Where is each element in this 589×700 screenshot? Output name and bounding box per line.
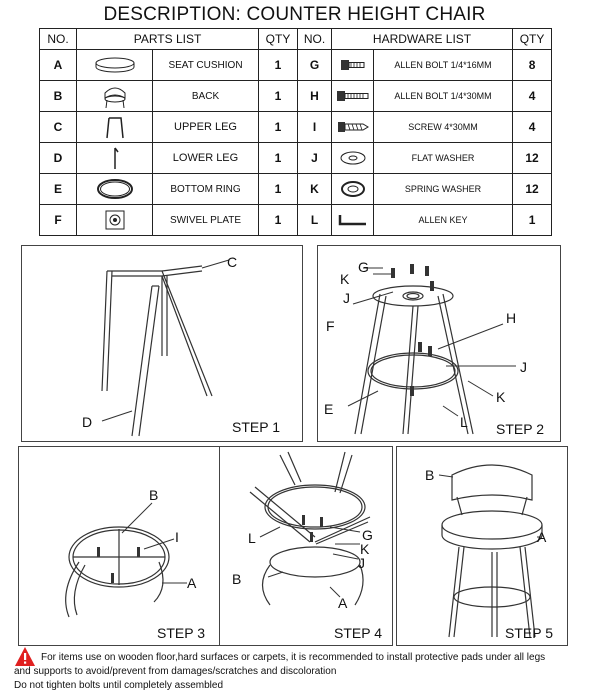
hardware-qty: 4: [513, 81, 552, 112]
part-name: LOWER LEG: [153, 143, 259, 174]
hardware-qty: 12: [513, 174, 552, 205]
callout-c: C: [227, 254, 238, 270]
warning-line-2: and supports to avoid/prevent from damages/scratches and discoloration: [14, 666, 337, 677]
header-no: NO.: [40, 29, 77, 50]
step1-label: STEP 1: [232, 419, 280, 435]
hardware-no: G: [298, 50, 332, 81]
part-name: SWIVEL PLATE: [153, 205, 259, 236]
parts-table: [39, 28, 552, 236]
callout-g: G: [358, 259, 369, 275]
part-name: BACK: [153, 81, 259, 112]
part-no: E: [40, 174, 77, 205]
step2-panel: [317, 245, 561, 442]
hardware-qty: 12: [513, 143, 552, 174]
part-no: C: [40, 112, 77, 143]
header-no: NO.: [298, 29, 332, 50]
part-name: UPPER LEG: [153, 112, 259, 143]
step1-upper-lower-leg-diagram: [22, 246, 302, 441]
callout-j: J: [520, 359, 527, 375]
hardware-no: H: [298, 81, 332, 112]
table-row: [40, 205, 552, 236]
hardware-name: SCREW 4*30MM: [374, 112, 513, 143]
callout-e: E: [324, 401, 334, 417]
callout-a: A: [338, 595, 348, 611]
callout-k: K: [360, 541, 370, 557]
callout-f: F: [326, 318, 335, 334]
part-no: F: [40, 205, 77, 236]
hardware-name: ALLEN BOLT 1/4*30MM: [374, 81, 513, 112]
hardware-name: SPRING WASHER: [374, 174, 513, 205]
hardware-qty: 8: [513, 50, 552, 81]
header-qty: QTY: [513, 29, 552, 50]
table-header-row: [40, 29, 552, 50]
step5-label: STEP 5: [505, 625, 553, 641]
table-row: [40, 174, 552, 205]
step3-panel: [18, 446, 220, 646]
step4-panel: [219, 446, 393, 646]
header-hardware-list: HARDWARE LIST: [332, 29, 513, 50]
callout-j: J: [358, 555, 365, 571]
long-bolt-icon: [332, 81, 374, 112]
flat-washer-icon: [332, 143, 374, 174]
part-qty: 1: [259, 205, 298, 236]
spring-washer-icon: [332, 174, 374, 205]
callout-l: L: [460, 414, 468, 430]
step2-label: STEP 2: [496, 421, 544, 437]
callout-k: K: [496, 389, 506, 405]
short-bolt-icon: [332, 50, 374, 81]
callout-a: A: [537, 529, 547, 545]
table-row: [40, 81, 552, 112]
page-title: DESCRIPTION: COUNTER HEIGHT CHAIR: [103, 4, 486, 25]
warning-line-3: Do not tighten bolts until completely assembled: [14, 680, 224, 691]
allen-key-icon: [332, 205, 374, 236]
part-no: D: [40, 143, 77, 174]
part-qty: 1: [259, 143, 298, 174]
part-name: SEAT CUSHION: [153, 50, 259, 81]
step5-finished-chair-diagram: [397, 447, 567, 645]
part-qty: 1: [259, 50, 298, 81]
screw-icon: [332, 112, 374, 143]
step3-label: STEP 3: [157, 625, 205, 641]
callout-b: B: [149, 487, 159, 503]
upper-leg-icon: [77, 112, 153, 143]
swivel-plate-icon: [77, 205, 153, 236]
part-qty: 1: [259, 81, 298, 112]
part-qty: 1: [259, 112, 298, 143]
callout-b: B: [425, 467, 435, 483]
table-row: [40, 112, 552, 143]
part-qty: 1: [259, 174, 298, 205]
callout-j: J: [343, 290, 350, 306]
warning-line-1: For items use on wooden floor,hard surfaces or carpets, it is recommended to install protective pads under all legs: [41, 652, 546, 663]
callout-h: H: [506, 310, 517, 326]
hardware-no: L: [298, 205, 332, 236]
step5-panel: [396, 446, 568, 646]
header-qty: QTY: [259, 29, 298, 50]
step1-panel: [21, 245, 303, 442]
hardware-qty: 4: [513, 112, 552, 143]
seat-cushion-icon: [77, 50, 153, 81]
callout-d: D: [82, 414, 93, 430]
callout-l: L: [248, 530, 256, 546]
hardware-name: ALLEN KEY: [374, 205, 513, 236]
hardware-no: I: [298, 112, 332, 143]
step3-back-attachment-diagram: [19, 447, 219, 645]
part-name: BOTTOM RING: [153, 174, 259, 205]
hardware-no: J: [298, 143, 332, 174]
callout-b: B: [232, 571, 242, 587]
step2-base-assembly-diagram: [318, 246, 560, 441]
hardware-name: FLAT WASHER: [374, 143, 513, 174]
back-icon: [77, 81, 153, 112]
hardware-no: K: [298, 174, 332, 205]
bottom-ring-icon: [77, 174, 153, 205]
callout-i: I: [175, 529, 179, 545]
hardware-name: ALLEN BOLT 1/4*16MM: [374, 50, 513, 81]
callout-a: A: [187, 575, 197, 591]
table-row: [40, 50, 552, 81]
step4-label: STEP 4: [334, 625, 382, 641]
header-parts-list: PARTS LIST: [77, 29, 259, 50]
callout-g: G: [362, 527, 373, 543]
part-no: B: [40, 81, 77, 112]
hardware-qty: 1: [513, 205, 552, 236]
callout-k: K: [340, 271, 350, 287]
part-no: A: [40, 50, 77, 81]
lower-leg-icon: [77, 143, 153, 174]
table-row: [40, 143, 552, 174]
